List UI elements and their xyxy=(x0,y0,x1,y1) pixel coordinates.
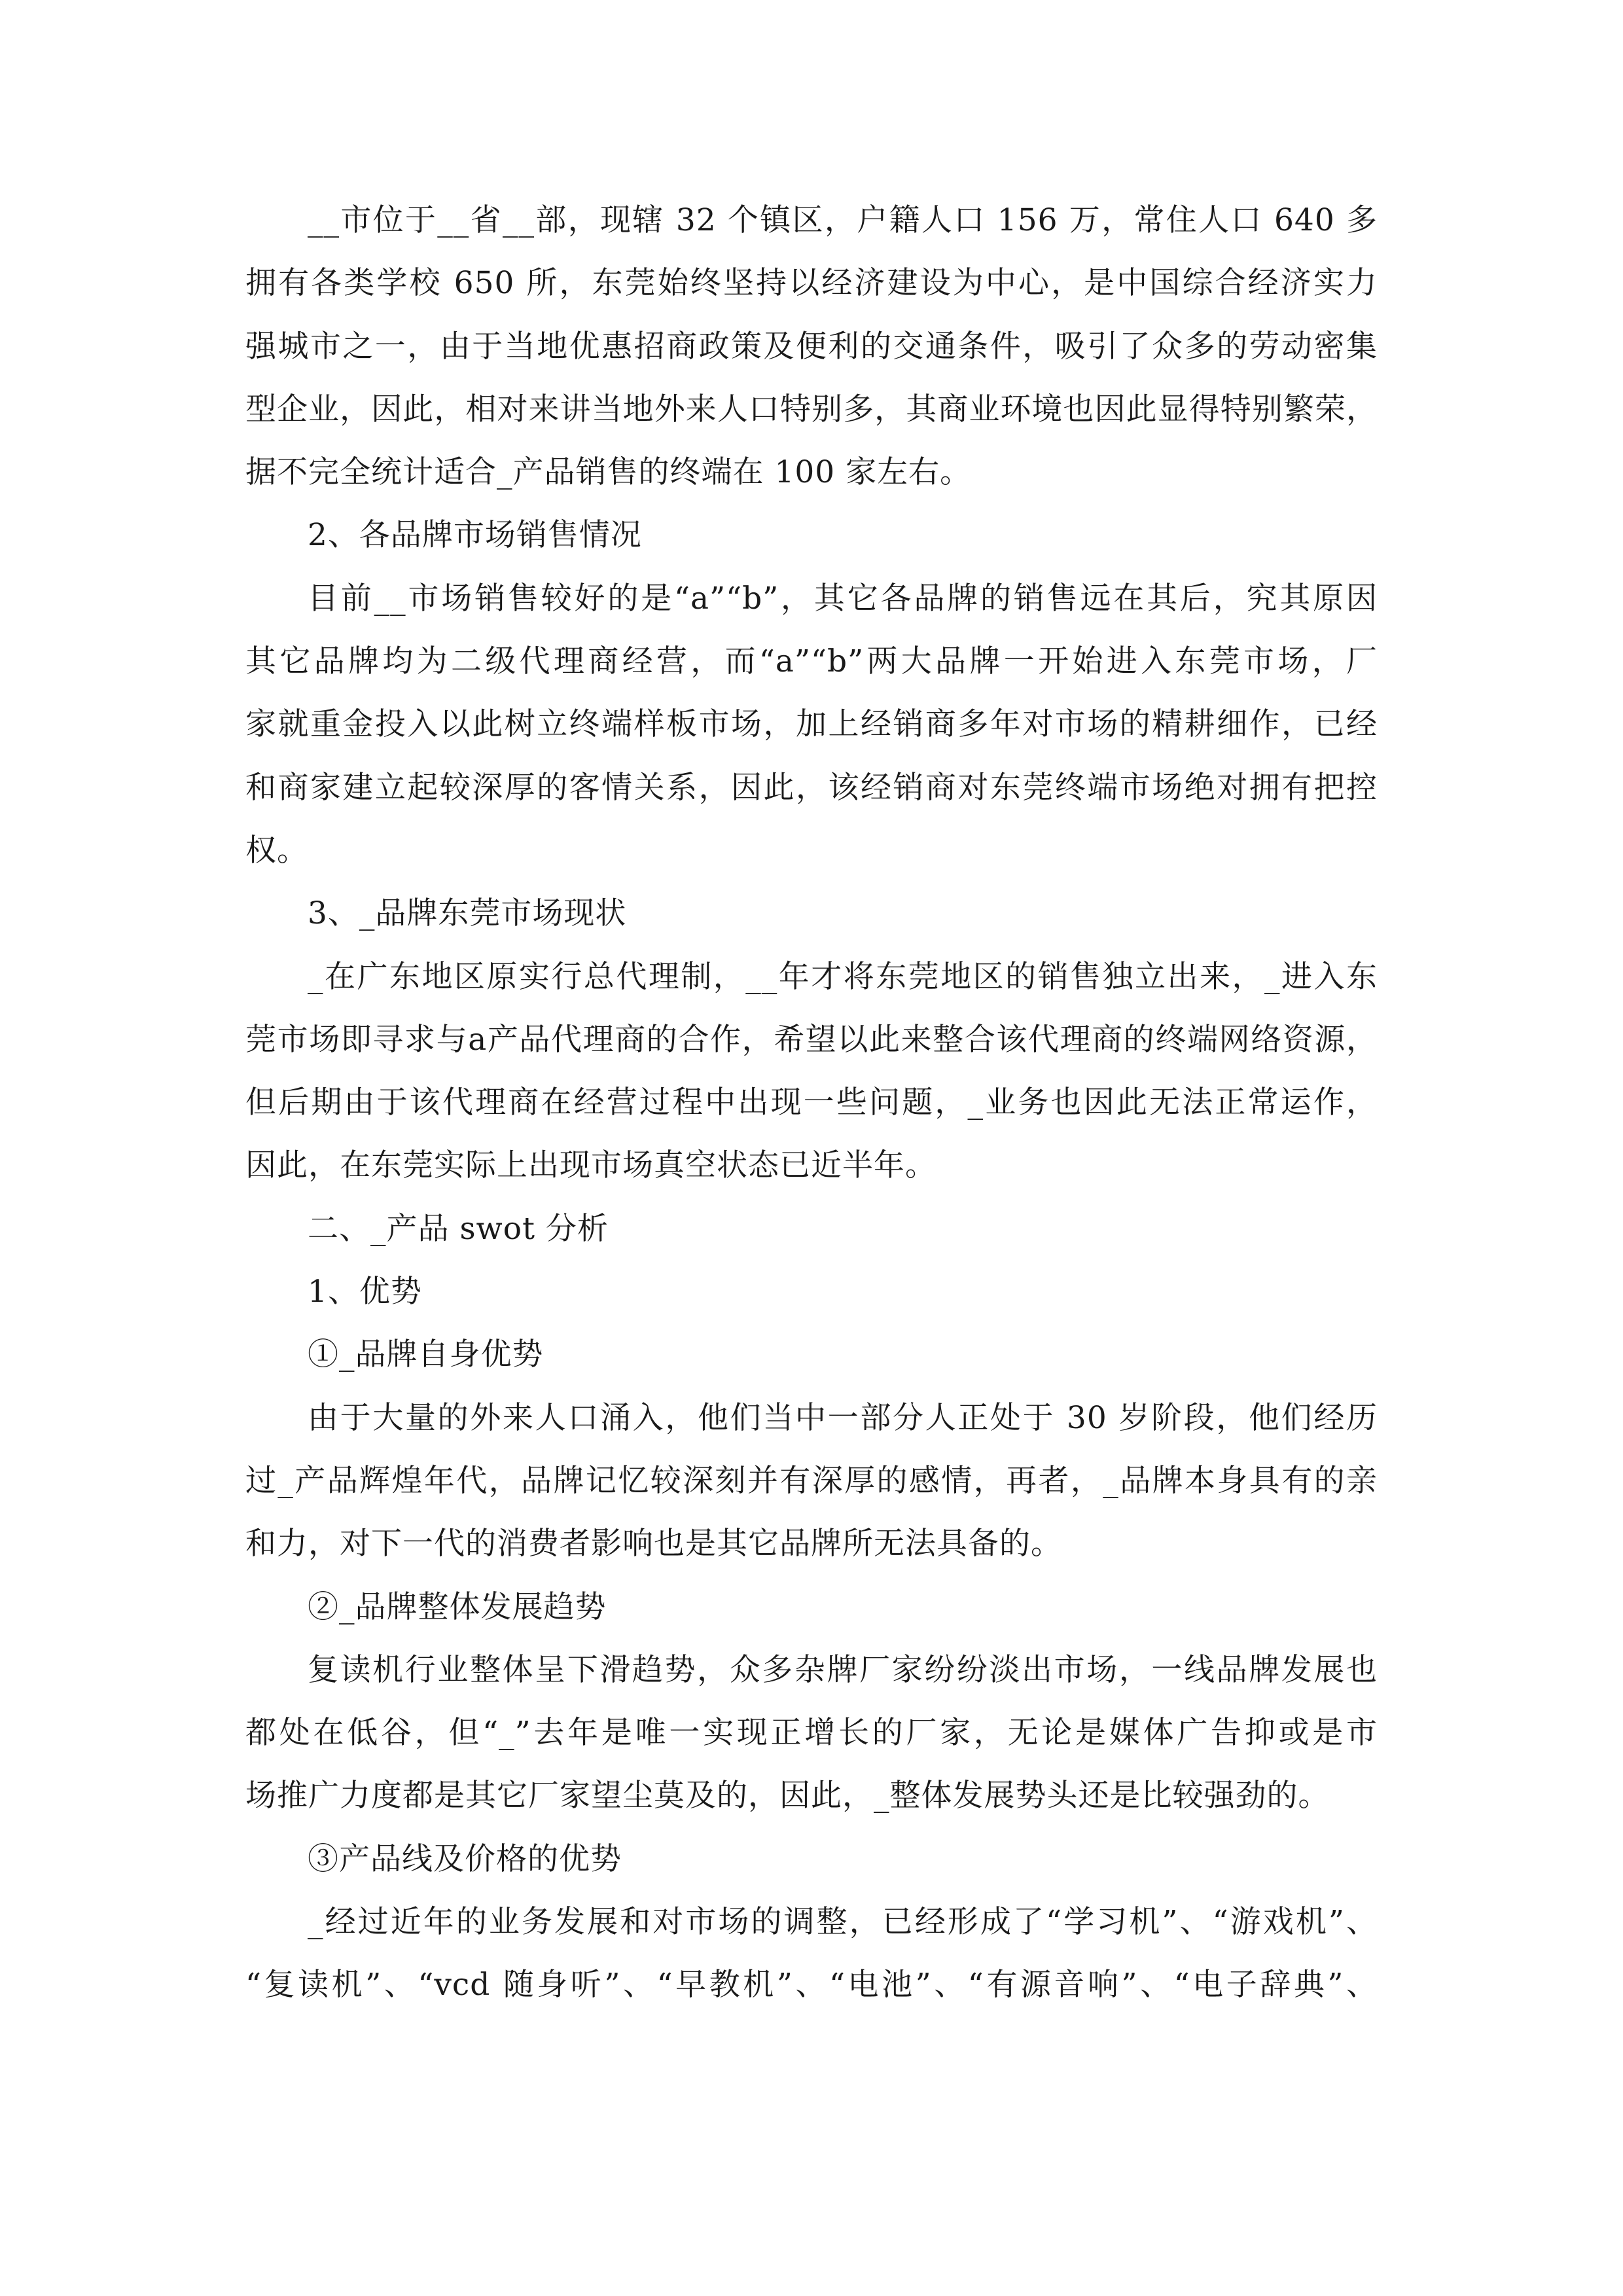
section-heading: 3、_品牌东莞市场现状 xyxy=(308,895,627,931)
text-line: 和力，对下一代的消费者影响也是其它品牌所无法具备的。 xyxy=(245,1526,1062,1562)
text-line: _经过近年的业务发展和对市场的调整，已经形成了“学习机”、“游戏机”、 xyxy=(308,1904,1378,1940)
text-line: 据不完全统计适合_产品销售的终端在 100 家左右。 xyxy=(245,454,972,490)
text-line: 场推广力度都是其它厂家望尘莫及的，因此，_整体发展势头还是比较强劲的。 xyxy=(245,1778,1330,1814)
subsection-heading: ②_品牌整体发展趋势 xyxy=(308,1589,607,1625)
text-line: 莞市场即寻求与a产品代理商的合作，希望以此来整合该代理商的终端网络资源， xyxy=(245,1022,1378,1058)
text-line: 但后期由于该代理商在经营过程中出现一些问题，_业务也因此无法正常运作， xyxy=(245,1085,1378,1121)
section-heading: 二、_产品 swot 分析 xyxy=(308,1211,609,1247)
text-line: 都处在低谷，但“_”去年是唯一实现正增长的厂家，无论是媒体广告抑或是市 xyxy=(245,1715,1378,1751)
text-line: “复读机”、“vcd 随身听”、“早教机”、“电池”、“有源音响”、“电子辞典”、 xyxy=(245,1967,1378,2003)
text-line: 型企业，因此，相对来讲当地外来人口特别多，其商业环境也因此显得特别繁荣， xyxy=(245,391,1378,427)
text-line: 复读机行业整体呈下滑趋势，众多杂牌厂家纷纷淡出市场，一线品牌发展也 xyxy=(308,1652,1378,1688)
text-line: 和商家建立起较深厚的客情关系，因此，该经销商对东莞终端市场绝对拥有把控 xyxy=(245,770,1378,806)
subsection-heading: ①_品牌自身优势 xyxy=(308,1336,544,1372)
text-line: 权。 xyxy=(245,833,308,869)
text-line: 过_产品辉煌年代，品牌记忆较深刻并有深厚的感情，再者，_品牌本身具有的亲 xyxy=(245,1463,1378,1499)
subsection-heading: ③产品线及价格的优势 xyxy=(308,1841,622,1877)
text-line: 强城市之一，由于当地优惠招商政策及便利的交通条件，吸引了众多的劳动密集 xyxy=(245,329,1378,365)
text-line: 家就重金投入以此树立终端样板市场，加上经销商多年对市场的精耕细作，已经 xyxy=(245,706,1378,742)
text-line: 目前__市场销售较好的是“a”“b”，其它各品牌的销售远在其后，究其原因 xyxy=(308,581,1378,617)
section-heading: 2、各品牌市场销售情况 xyxy=(308,517,642,553)
text-line: 由于大量的外来人口涌入，他们当中一部分人正处于 30 岁阶段，他们经历 xyxy=(308,1400,1378,1436)
text-line: 其它品牌均为二级代理商经营，而“a”“b”两大品牌一开始进入东莞市场，厂 xyxy=(245,643,1378,679)
section-heading: 1、优势 xyxy=(308,1274,422,1310)
text-line: 拥有各类学校 650 所，东莞始终坚持以经济建设为中心，是中国综合经济实力 xyxy=(245,265,1378,301)
text-line: __市位于__省__部，现辖 32 个镇区，户籍人口 156 万，常住人口 640 多 xyxy=(308,202,1378,238)
text-line: 因此，在东莞实际上出现市场真空状态已近半年。 xyxy=(245,1147,936,1183)
text-line: _在广东地区原实行总代理制，__年才将东莞地区的销售独立出来，_进入东 xyxy=(308,959,1378,995)
